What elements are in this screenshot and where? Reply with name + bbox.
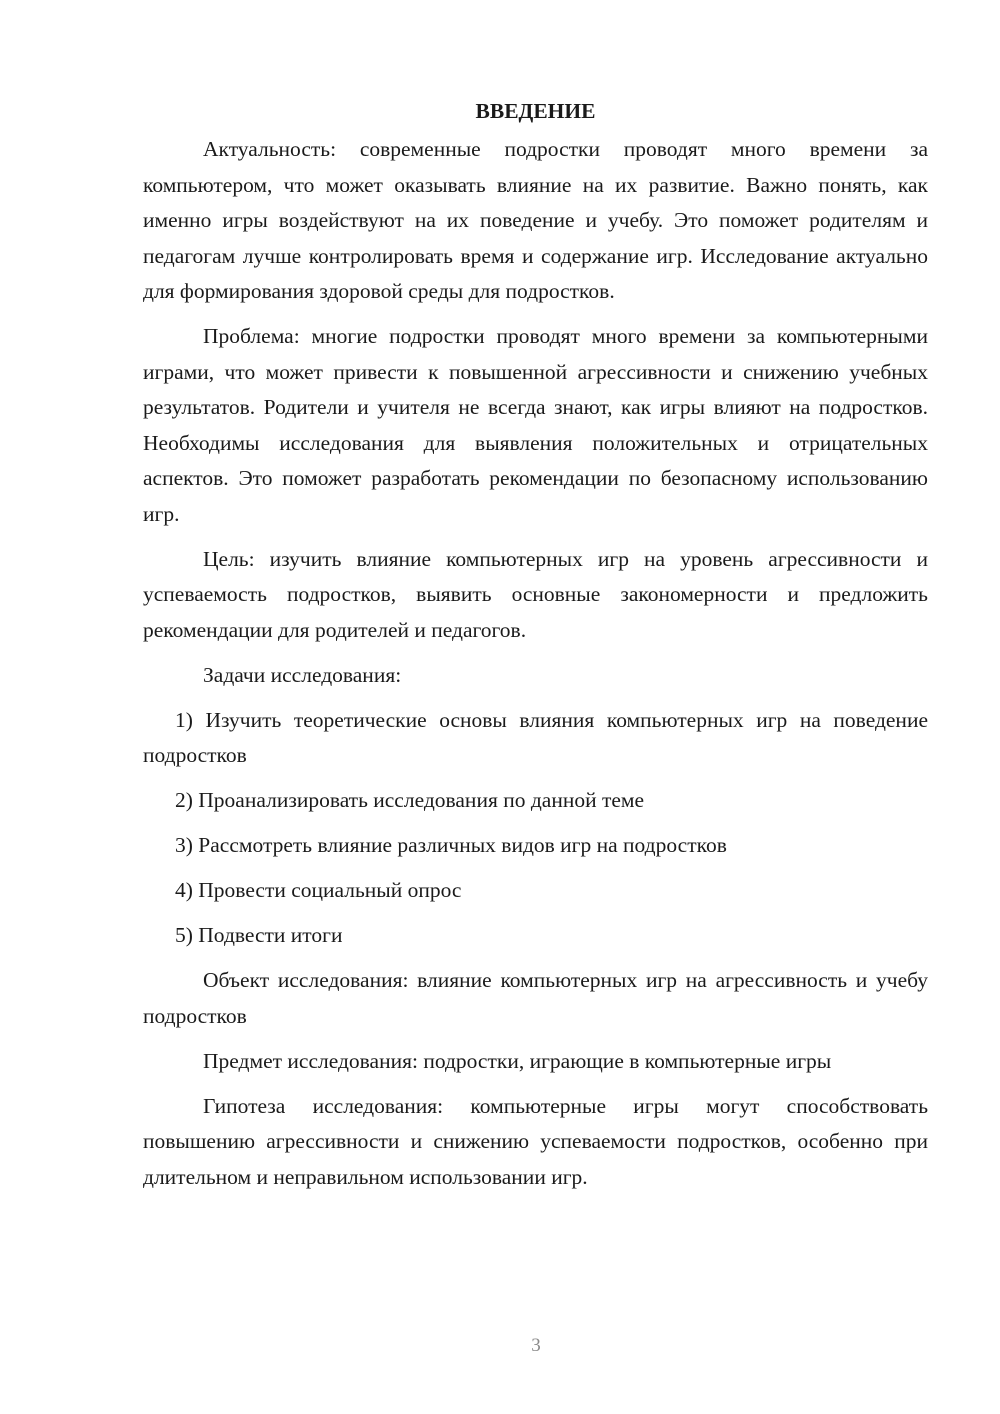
list-item: 5) Подвести итоги — [175, 923, 343, 947]
goal-paragraph: Цель: изучить влияние компьютерных игр на уровень агрессивности и успеваемость подростков, выявить основные закономерности и предложить рекомендации для родителей и педагогов. — [143, 546, 928, 642]
list-item: 2) Проанализировать исследования по данной теме — [175, 788, 645, 812]
tasks-list — [143, 703, 928, 954]
relevance-paragraph: Актуальность: современные подростки проводят много времени за компьютером, что может оказывать влияние на их развитие. Важно понять, как именно игры воздействуют на их поведение и учебу. Это поможет родителям и педагогам лучше контролировать время и содержание игр. Исследование актуально для формирования здоровой среды для подростков. — [143, 137, 928, 303]
tasks-heading: Задачи исследования: — [203, 662, 402, 687]
document-page — [143, 96, 928, 1205]
object-paragraph: Объект исследования: влияние компьютерных игр на агрессивность и учебу подростков — [143, 968, 928, 1028]
page-number: 3 — [531, 1335, 541, 1356]
page-title: ВВЕДЕНИЕ — [475, 99, 596, 123]
list-item: 3) Рассмотреть влияние различных видов игр на подростков — [175, 833, 727, 857]
subject-paragraph: Предмет исследования: подростки, играющие в компьютерные игры — [203, 1048, 832, 1073]
list-item: 4) Провести социальный опрос — [175, 878, 462, 902]
list-item: 1) Изучить теоретические основы влияния компьютерных игр на поведение подростков — [143, 707, 928, 767]
hypothesis-paragraph: Гипотеза исследования: компьютерные игры могут способствовать повышению агрессивности и снижению успеваемости подростков, особенно при длительном и неправильном использовании игр. — [143, 1093, 928, 1189]
problem-paragraph: Проблема: многие подростки проводят много времени за компьютерными играми, что может привести к повышенной агрессивности и снижению учебных результатов. Родители и учителя не всегда знают, как игры влияют на подростков. Необходимы исследования для выявления положительных и отрицательных аспектов. Это поможет разработать рекомендации по безопасному использованию игр. — [143, 324, 928, 526]
